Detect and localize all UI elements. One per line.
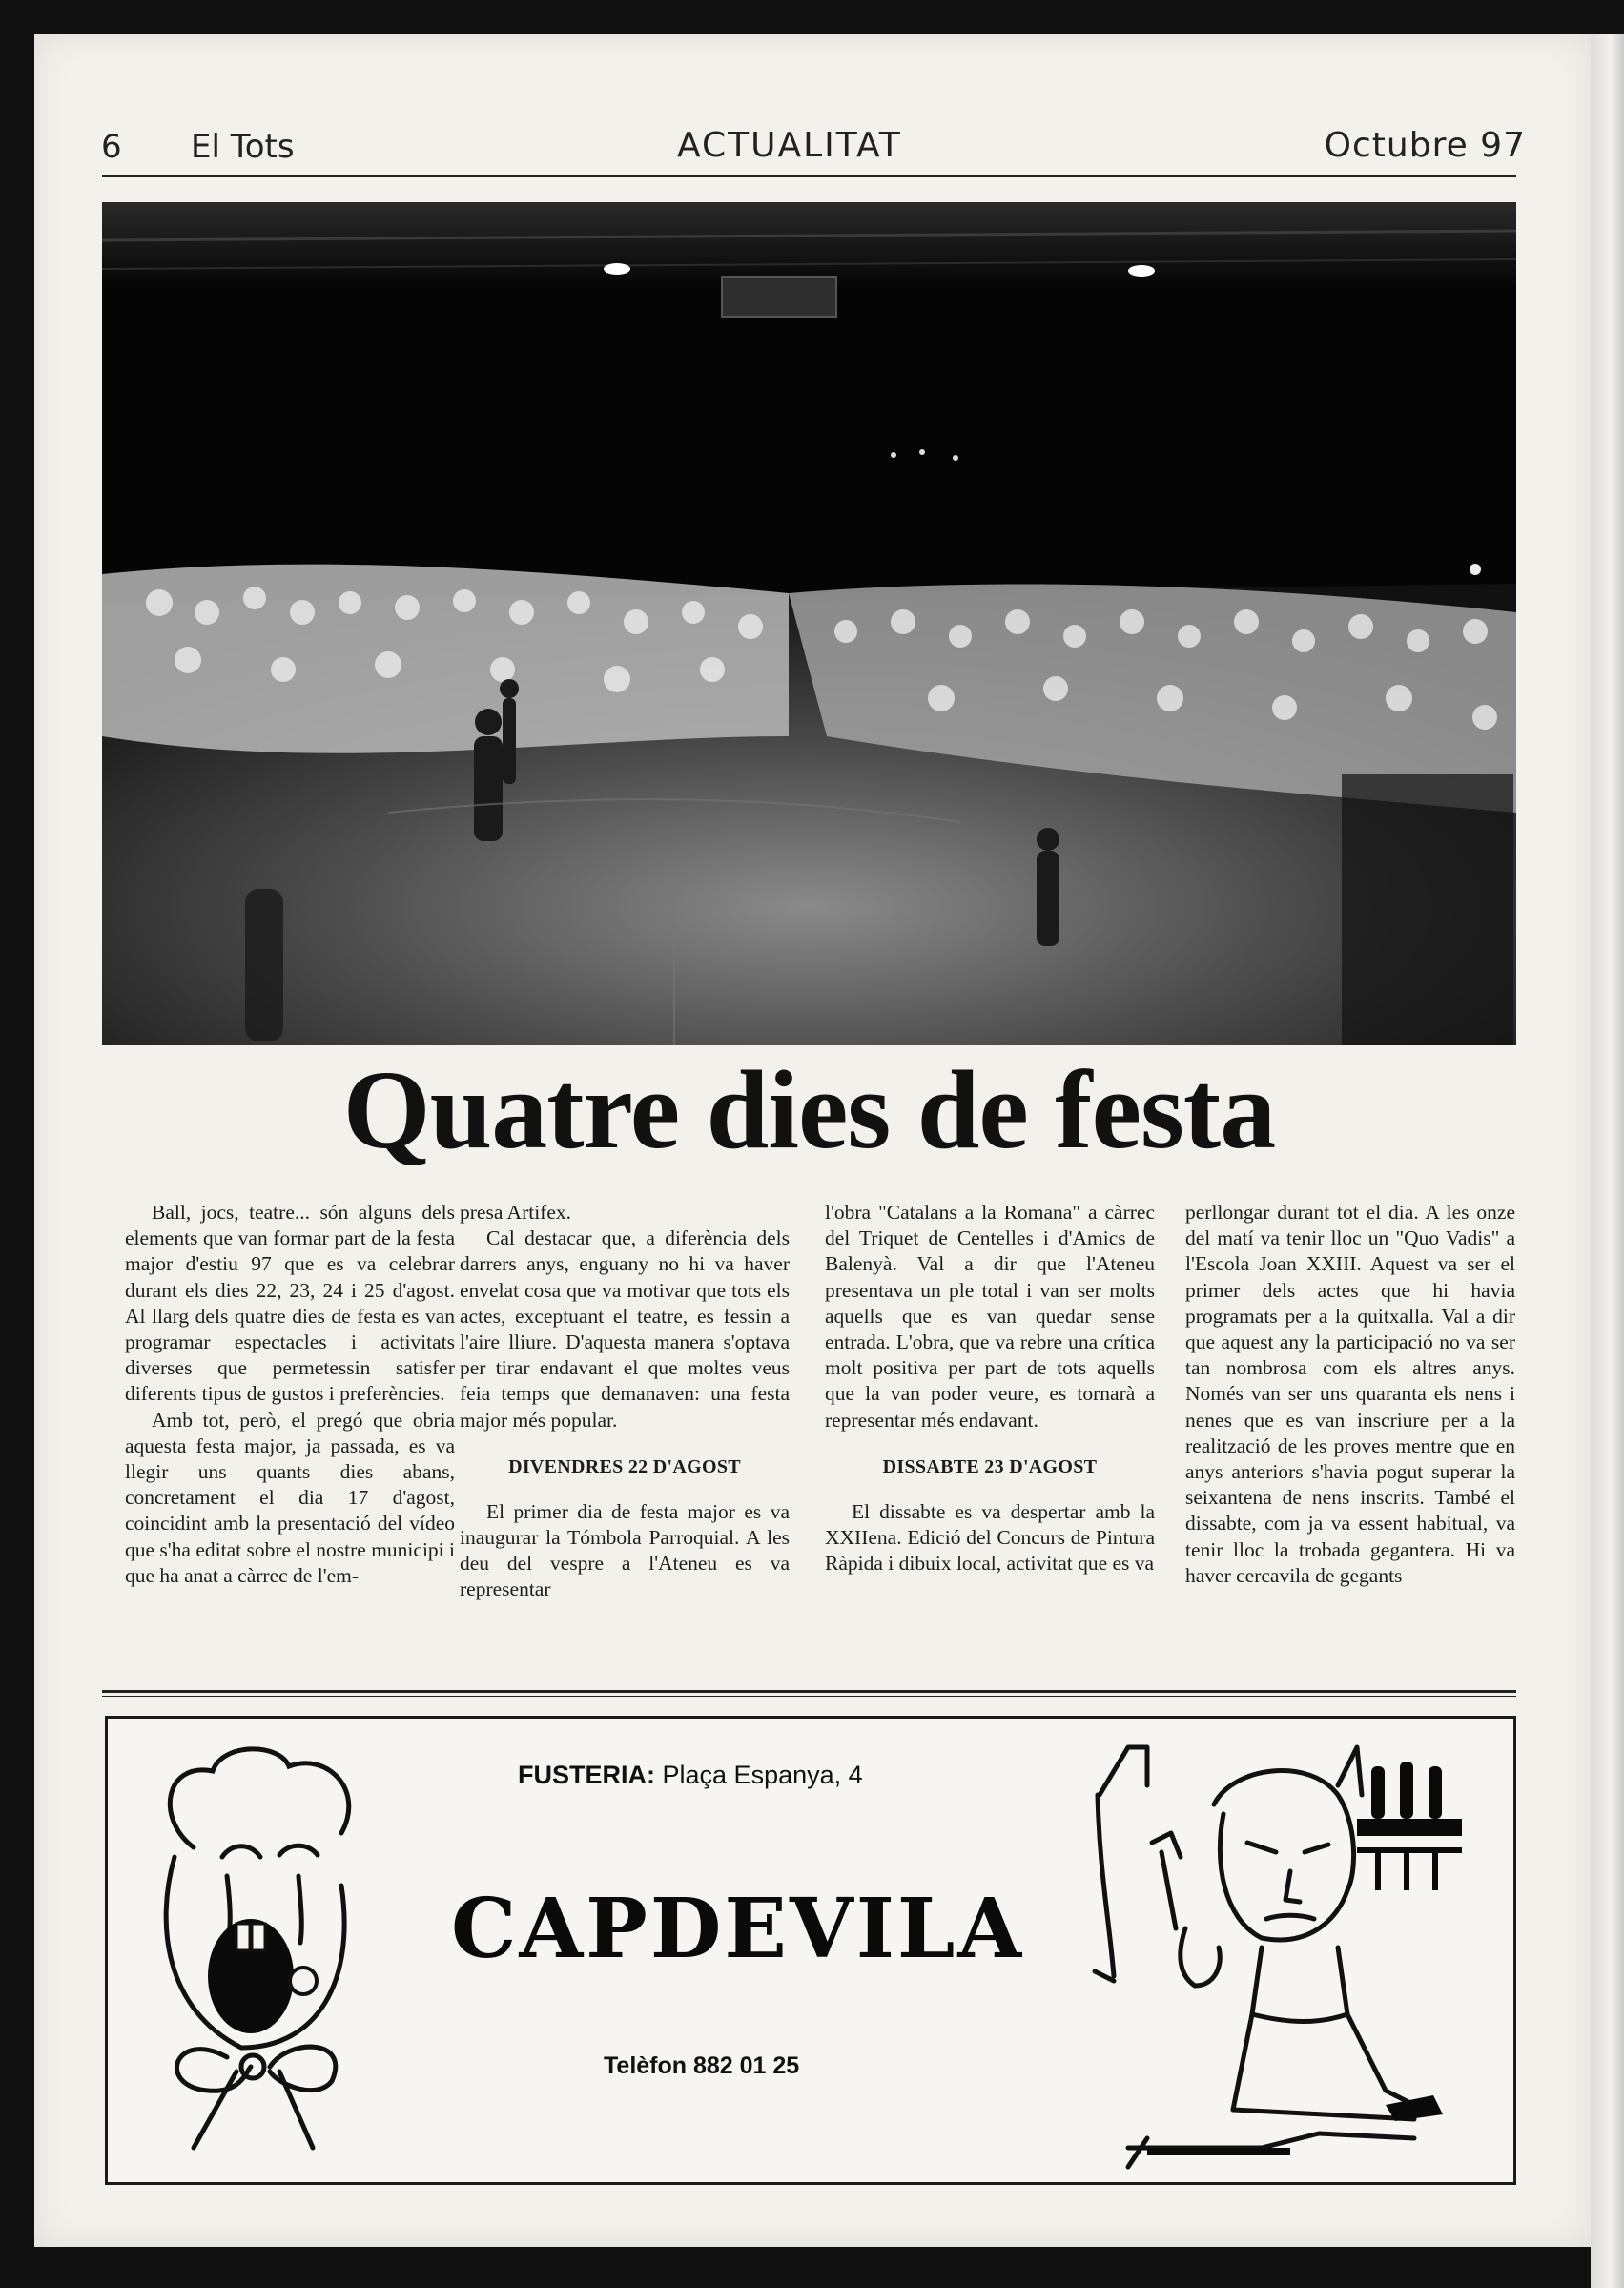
- article-column-2: [460, 1200, 790, 1603]
- next-page-edge: [1591, 34, 1624, 2288]
- page-number: 6: [101, 128, 122, 166]
- paragraph: El primer dia de festa major es va inaugurar la Tómbola Parroquial. A les deu del vespre a l'Ateneu es va representar: [460, 1499, 790, 1601]
- carpenter-illustration: [1071, 1728, 1471, 2176]
- issue-date: Octubre 97: [1324, 126, 1526, 165]
- article-title: Quatre dies de festa: [342, 1047, 1276, 1172]
- ad-phone: Telèfon 882 01 25: [604, 2052, 800, 2079]
- festival-photo: [102, 202, 1516, 1045]
- article-body: [102, 1200, 1516, 1677]
- paragraph: Cal destacar que, a diferència dels darrers anys, enguany no hi va haver envelat cosa que va motivar que tots els actes, exceptuant el teatre, es fessin a l'aire lliure. D'aquesta manera s'optava per tirar endavant el que moltes veus feia temps que demanaven: una festa major més popular.: [460, 1226, 790, 1432]
- advertisement: [105, 1716, 1516, 2185]
- paragraph: Amb tot, però, el pregó que obria aquesta festa major, ja passada, es va llegir uns quants dies abans, concretament el dia 17 d'agost, coincidint amb la presentació del vídeo que s'ha editat sobre el nostre municipi i que ha anat a càrrec de l'em-: [125, 1408, 455, 1587]
- ad-business-name: CAPDEVILA: [451, 1881, 1025, 1977]
- ad-label: FUSTERIA:: [518, 1761, 655, 1789]
- paragraph: perllongar durant tot el dia. A les onze del matí va tenir lloc un "Quo Vadis" a l'Escola Joan XXIII. Aquest va ser el primer dels actes que hi havia programats per a la quitxalla. Val a dir que aquest any la participació no va ser tan nombrosa com els altres anys. Només van ser uns quaranta els nens i nenes que es van inscriure per a la realització de les proves mentre que en anys anteriors s'havia pogut superar la seixantena de nens inscrits. També el dissabte, com ja va essent habitual, va tenir lloc la trobada gegantera. Hi va haver cercavila de gegants: [1185, 1201, 1515, 1587]
- section-name: ACTUALITAT: [677, 126, 902, 165]
- header-rule: [102, 175, 1516, 177]
- article-column-1: [125, 1200, 455, 1589]
- section-heading: DISSABTE 23 D'AGOST: [882, 1455, 1098, 1477]
- page-header: [67, 88, 1526, 174]
- paragraph: l'obra "Catalans a la Romana" a càrrec del Triquet de Centelles i d'Amics de Balenyà. Val a dir que l'Ateneu presentava un ple total i van ser molts aquells que es van quedar sense entrada. L'obra, que va rebre una crítica molt positiva per part de tots aquells que la van poder veure, es tornarà a representar més endavant.: [825, 1201, 1155, 1432]
- section-heading: DIVENDRES 22 D'AGOST: [508, 1455, 741, 1477]
- publication-name: El Tots: [191, 128, 295, 166]
- ad-address: Plaça Espanya, 4: [662, 1761, 863, 1789]
- paragraph: presa Artifex.: [460, 1201, 572, 1224]
- ad-separator-rule: [102, 1690, 1516, 1693]
- paragraph: El dissabte es va despertar amb la XXIIena. Edició del Concurs de Pintura Ràpida i dibuix local, activitat que es va: [825, 1499, 1155, 1576]
- paragraph: Ball, jocs, teatre... són alguns dels elements que van formar part de la festa major d'estiu 97 que es va celebrar durant els dies 22, 23, 24 i 25 d'agost. Al llarg dels quatre dies de festa es van programar espectacles i activitats diverses que permetessin satisfer diferents tipus de gustos i preferències.: [125, 1201, 455, 1406]
- article-column-4: [1185, 1200, 1515, 1589]
- crying-baby-illustration: [136, 1742, 384, 2162]
- article-column-3: [825, 1200, 1155, 1577]
- ad-separator-rule-thin: [102, 1696, 1516, 1697]
- ad-address-line: [518, 1761, 1090, 1790]
